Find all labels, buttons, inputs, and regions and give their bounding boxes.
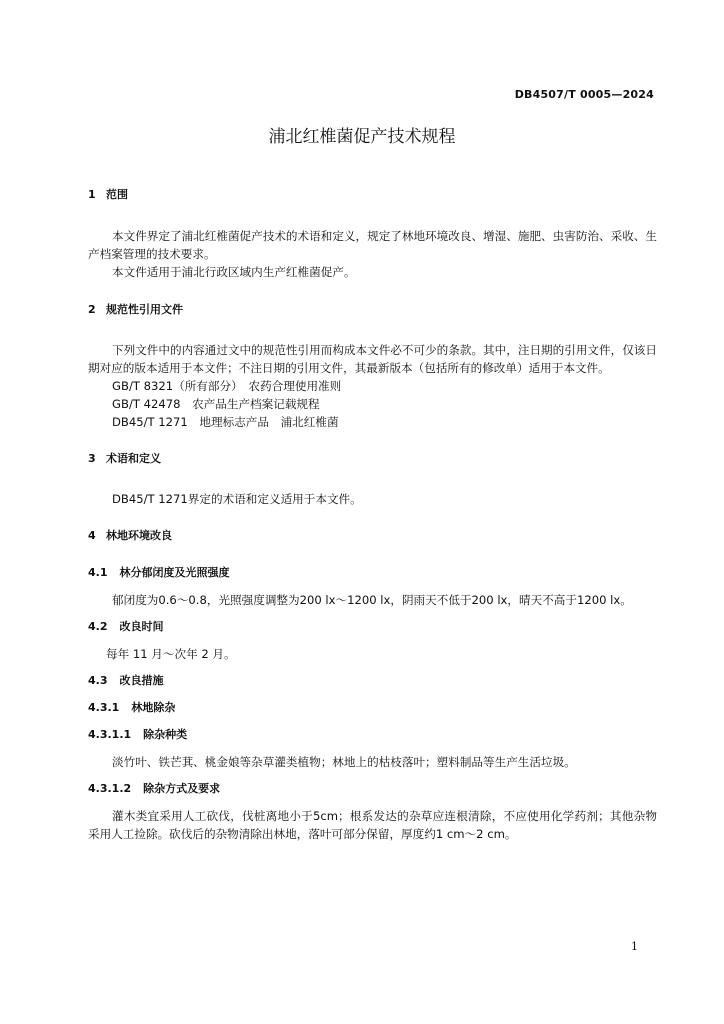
reference-item: GB/T 42478 农产品生产档案记载规程 [112,397,320,411]
subsection-4-3-1-1-heading [88,726,657,744]
paragraph: 淡竹叶、铁芒萁、桃金娘等杂草灌类植物；林地上的枯枝落叶；塑料制品等生产生活垃圾。 [112,755,576,769]
subsection-4-1-heading [88,564,657,582]
document-title: 浦北红椎菌促产技术规程 [268,127,456,147]
section-number: 4.3 [88,674,108,687]
subsection-4-3-1-heading [88,699,657,717]
section-title: 术语和定义 [106,452,161,465]
section-title: 范围 [106,188,128,201]
subsection-4-3-1-2-heading [88,780,657,798]
paragraph: 本文件适用于浦北行政区域内生产红椎菌促产。 [112,265,356,279]
section-number: 4.1 [88,566,108,579]
section-number: 4.3.1 [88,701,120,714]
paragraph: 郁闭度为0.6～0.8，光照强度调整为200 lx～1200 lx，阴雨天不低于200 lx，晴天不高于1200 lx。 [112,593,632,607]
section-4-heading [88,527,657,545]
section-number: 1 [88,188,96,201]
paragraph: 每年 11 月～次年 2 月。 [106,647,236,661]
section-1-heading [88,186,657,204]
section-2-heading [88,301,657,319]
paragraph: 下列文件中的内容通过文中的规范性引用而构成本文件必不可少的条款。其中，注日期的引用文件，仅该日期对应的版本适用于本文件；不注日期的引用文件，其最新版本（包括所有的修改单）适用于本文件。 [88,343,657,375]
standard-code: DB4507/T 0005—2024 [514,88,654,101]
section-3-heading [88,450,657,468]
section-title: 改良措施 [119,674,164,687]
section-number: 4.3.1.2 [88,782,132,795]
paragraph: 本文件界定了浦北红椎菌促产技术的术语和定义，规定了林地环境改良、增湿、施肥、虫害防治、采收、生产档案管理的技术要求。 [88,229,657,261]
section-number: 4 [88,529,96,542]
section-number: 4.3.1.1 [88,728,132,741]
paragraph: DB45/T 1271界定的术语和定义适用于本文件。 [112,492,362,506]
paragraph: 灌木类宜采用人工砍伐，伐桩离地小于5cm；根系发达的杂草应连根清除，不应使用化学药剂；其他杂物采用人工捡除。砍伐后的杂物清除出林地，落叶可部分保留，厚度约1 cm～2 cm。 [88,809,657,841]
section-title: 除杂方式及要求 [143,782,221,795]
subsection-4-2-heading [88,618,657,636]
section-title: 改良时间 [119,620,164,633]
section-number: 4.2 [88,620,108,633]
document-body [88,186,657,843]
subsection-4-3-heading [88,672,657,690]
reference-item: DB45/T 1271 地理标志产品 浦北红椎菌 [112,415,339,429]
section-title: 林地除杂 [131,701,176,714]
section-number: 3 [88,452,96,465]
page-number: 1 [631,940,638,953]
section-title: 林地环境改良 [106,529,172,542]
reference-item: GB/T 8321（所有部分） 农药合理使用准则 [112,379,342,393]
section-title: 规范性引用文件 [106,303,183,316]
section-number: 2 [88,303,96,316]
section-title: 除杂种类 [143,728,188,741]
section-title: 林分郁闭度及光照强度 [119,566,230,579]
